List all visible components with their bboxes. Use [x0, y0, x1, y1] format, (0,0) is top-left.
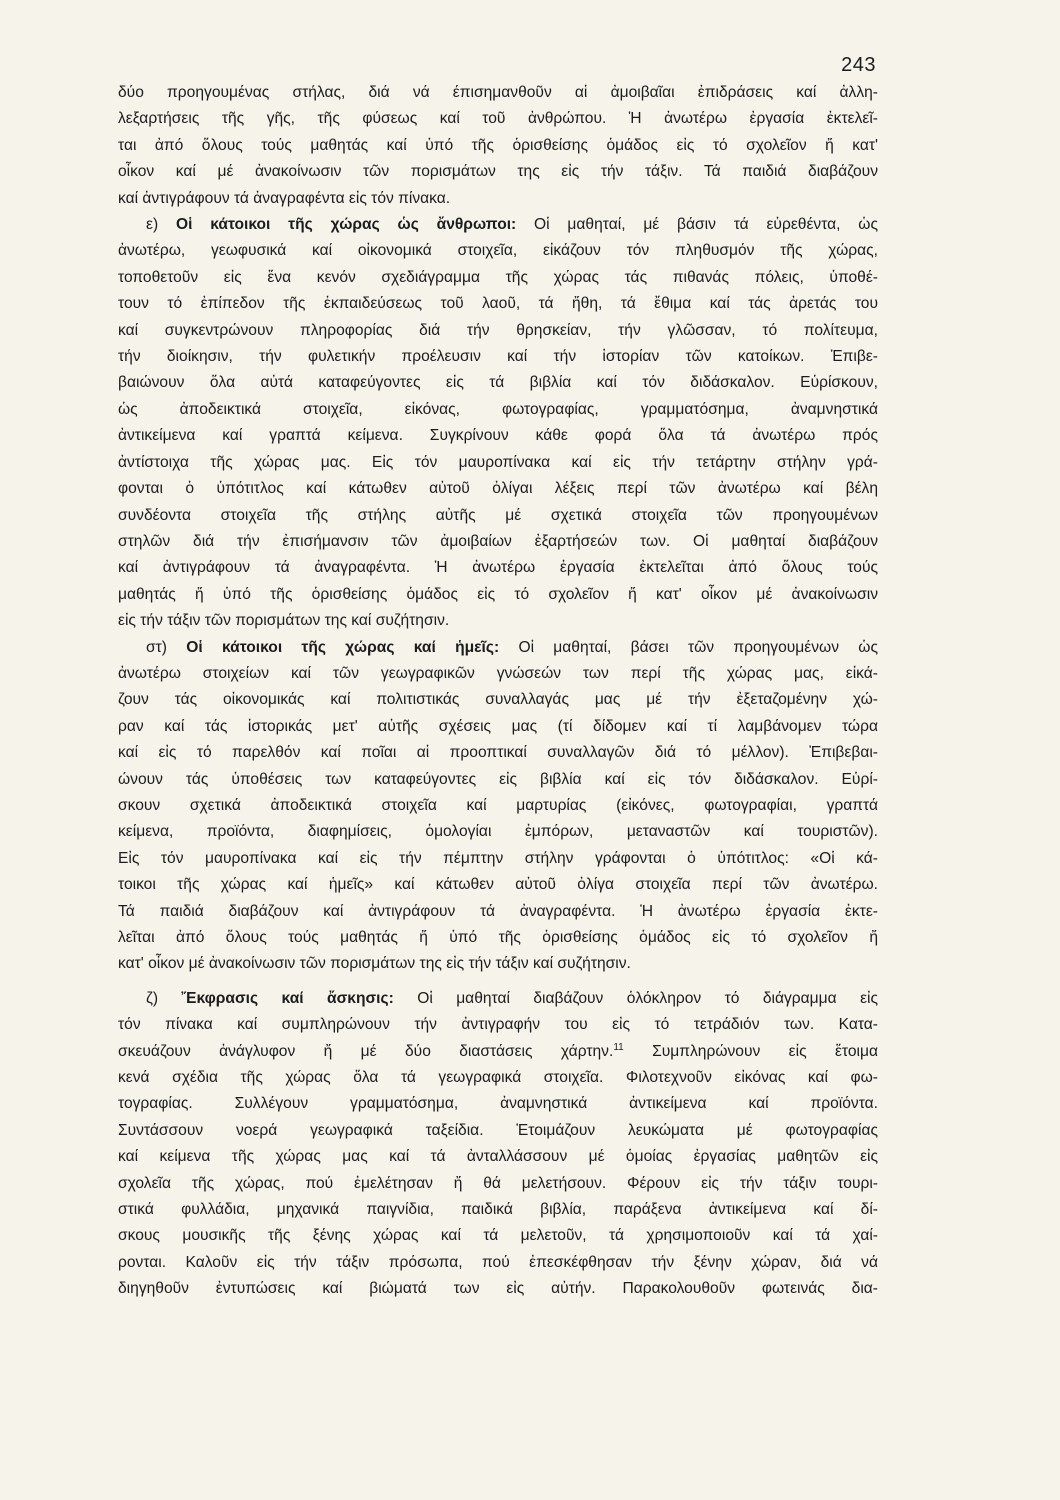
text-line: ἀνωτέρω, γεωφυσικά καί οἰκονομικά στοιχεῖα, εἰκάζουν τόν πληθυσμόν τῆς χώρας,	[118, 242, 878, 260]
page-body	[118, 80, 878, 1303]
section-z-heading: Ἔκφρασις καί ἄσκησις:	[181, 989, 394, 1007]
section-e-first-line	[118, 212, 878, 238]
text-line: τόν πίνακα καί συμπληρώνουν τήν ἀντιγραφήν του εἰς τό τετράδιόν των. Κατα-	[118, 1016, 878, 1034]
section-z-first-line	[118, 986, 878, 1012]
text-line: τήν διοίκησιν, τήν φυλετικήν προέλευσιν καί τήν ἱστορίαν τῶν κατοίκων. Ἐπιβε-	[118, 348, 878, 366]
text-line: ἀντίστοιχα τῆς χώρας μας. Εἰς τόν μαυροπίνακα καί εἰς τήν τετάρτην στήλην γρά-	[118, 453, 878, 471]
page-number: 243	[841, 54, 876, 76]
text-line: συνδέοντα στοιχεῖα τῆς στήλης αὐτῆς μέ σχετικά στοιχεῖα τῶν προηγουμένων	[118, 506, 878, 524]
text-line: ται ἀπό ὅλους τούς μαθητάς καί ὑπό τῆς ὁρισθείσης ὁμάδος εἰς τό σχολεῖον ἤ κατ'	[118, 136, 878, 154]
section-e	[118, 212, 878, 635]
text-line: σκουν σχετικά ἀποδεικτικά στοιχεῖα καί μαρτυρίας (εἰκόνες, φωτογραφίαι, γραπτά	[118, 796, 878, 814]
text-fragment: Συμπληρώνουν εἰς ἕτοιμα	[623, 1042, 878, 1060]
text-line: διηγηθοῦν ἐντυπώσεις καί βιώματά των εἰς αὐτήν. Παρακολουθοῦν φωτεινάς δια-	[118, 1280, 878, 1298]
text-line: ζουν τάς οἰκονομικάς καί πολιτιστικάς συναλλαγάς μας μέ τήν ἐξεταζομένην χώ-	[118, 691, 878, 709]
text-line: Εἰς τόν μαυροπίνακα καί εἰς τήν πέμπτην στήλην γράφονται ὁ ὑπότιτλος: «Οἱ κά-	[118, 849, 878, 867]
text-line: ὡς ἀποδεικτικά στοιχεῖα, εἰκόνας, φωτογραφίας, γραμματόσημα, ἀναμνηστικά	[118, 400, 878, 418]
text-line: στηλῶν διά τήν ἐπισήμανσιν τῶν ἀμοιβαίων ἐξαρτήσεών των. Οἱ μαθηταί διαβάζουν	[118, 532, 878, 550]
section-z-marker: ζ)	[146, 989, 159, 1007]
text-line: ἀντικείμενα καί γραπτά κείμενα. Συγκρίνουν κάθε φορά ὅλα τά ἀνωτέρω πρός	[118, 427, 878, 445]
paragraph-spacer	[118, 978, 878, 986]
text-line: σκους μουσικῆς τῆς ξένης χώρας καί τά μελετοῦν, τά χρησιμοποιοῦν καί τά χαί-	[118, 1227, 878, 1245]
text-line: ραν καί τάς ἱστορικάς μετ' αὐτῆς σχέσεις μας (τί δίδομεν καί τί λαμβάνομεν τώρα	[118, 717, 878, 735]
text-line: κείμενα, προϊόντα, διαφημίσεις, ὁμολογίαι ἐμπόρων, μεταναστῶν καί τουριστῶν).	[118, 823, 878, 841]
text-line: καί ἀντιγράφουν τά ἀναγραφέντα εἰς τόν πίνακα.	[118, 189, 451, 207]
text-line: ώνουν τάς ὑποθέσεις των καταφεύγοντες εἰς βιβλία καί εἰς τόν διδάσκαλον. Εὑρί-	[118, 770, 878, 788]
text-fragment: σκευάζουν ἀνάγλυφον ἤ μέ δύο διαστάσεις χάρτην.	[118, 1042, 614, 1060]
text-line: φονται ὁ ὑπότιτλος καί κάτωθεν αὐτοῦ ὀλίγαι λέξεις περί τῶν ἀνωτέρω καί βέλη	[118, 480, 878, 498]
text-line: στικά φυλλάδια, μηχανικά παιγνίδια, παιδικά βιβλία, παράξενα ἀντικείμενα καί δί-	[118, 1201, 878, 1219]
text-line: μαθητάς ἤ ὑπό τῆς ὁρισθείσης ὁμάδος εἰς τό σχολεῖον ἤ κατ' οἶκον μέ ἀνακοίνωσιν	[118, 585, 878, 603]
text-line: Τά παιδιά διαβάζουν καί ἀντιγράφουν τά ἀναγραφέντα. Ἡ ἀνωτέρω ἐργασία ἐκτε-	[118, 902, 878, 920]
text-line: τουν τό ἐπίπεδον τῆς ἐκπαιδεύσεως τοῦ λαοῦ, τά ἤθη, τά ἔθιμα καί τάς ἀρετάς του	[118, 295, 878, 313]
text-line: τοποθετοῦν εἰς ἕνα κενόν σχεδιάγραμμα τῆς χώρας τάς πιθανάς πόλεις, ὑποθέ-	[118, 268, 878, 286]
text-line-with-footnote	[118, 1039, 878, 1065]
text-line: εἰς τήν τάξιν τῶν πορισμάτων της καί συζήτησιν.	[118, 612, 450, 630]
section-st-marker: στ)	[146, 638, 167, 656]
section-st	[118, 635, 878, 978]
text-line: βαιώνουν ὅλα αὐτά καταφεύγοντες εἰς τά βιβλία καί τόν διδάσκαλον. Εὑρίσκουν,	[118, 374, 878, 392]
text-line: καί συγκεντρώνουν πληροφορίας διά τήν θρησκείαν, τήν γλῶσσαν, τό πολίτευμα,	[118, 321, 878, 339]
text-line: σχολεῖα τῆς χώρας, πού ἐμελέτησαν ἤ θά μελετήσουν. Φέρουν εἰς τήν τάξιν τουρι-	[118, 1174, 878, 1192]
text-line: κενά σχέδια τῆς χώρας ὅλα τά γεωγραφικά στοιχεῖα. Φιλοτεχνοῦν εἰκόνας καί φω-	[118, 1069, 878, 1087]
footnote-reference: 11	[613, 1041, 624, 1053]
text-line: κατ' οἶκον μέ ἀνακοίνωσιν τῶν πορισμάτων της εἰς τήν τάξιν καί συζήτησιν.	[118, 955, 631, 973]
text-line: καί ἀντιγράφουν τά ἀναγραφέντα. Ἡ ἀνωτέρω ἐργασία ἐκτελεῖται ἀπό ὅλους τούς	[118, 559, 878, 577]
text-line: δύο προηγουμένας στήλας, διά νά έπισημανθοῦν αἱ ἀμοιβαῖαι ἐπιδράσεις καί ἀλλη-	[118, 84, 878, 101]
section-z	[118, 986, 878, 1303]
text-line: λεξαρτήσεις τῆς γῆς, τῆς φύσεως καί τοῦ ἀνθρώπου. Ἡ ἀνωτέρω ἐργασία ἐκτελεῖ-	[118, 110, 878, 128]
text-line: τογραφίας. Συλλέγουν γραμματόσημα, ἀναμνηστικά ἀντικείμενα καί προϊόντα.	[118, 1095, 878, 1113]
text-line: ἀνωτέρω στοιχείων καί τῶν γεωγραφικῶν γνώσεών των περί τῆς χώρας μας, εἰκά-	[118, 664, 878, 682]
text-line: λεῖται ἀπό ὅλους τούς μαθητάς ἤ ὑπό τῆς ὁρισθείσης ὁμάδος εἰς τό σχολεῖον ἤ	[118, 929, 878, 946]
text-line: ρονται. Καλοῦν εἰς τήν τάξιν πρόσωπα, πού ἐπεσκέφθησαν τήν ξένην χώραν, διά νά	[118, 1253, 878, 1271]
text-line: οἶκον καί μέ ἀνακοίνωσιν τῶν πορισμάτων της εἰς τήν τάξιν. Τά παιδιά διαβάζουν	[118, 163, 878, 181]
section-e-first-line-rest: Οἱ μαθηταί, μέ βάσιν τά εὑρεθέντα, ὡς	[534, 216, 878, 234]
section-z-first-line-rest: Οἱ μαθηταί διαβάζουν ὁλόκληρον τό διάγραμμα εἰς	[417, 989, 878, 1007]
text-line: τοικοι τῆς χώρας καί ἡμεῖς» καί κάτωθεν αὐτοῦ ὀλίγα στοιχεῖα περί τῶν ἀνωτέρω.	[118, 876, 878, 894]
section-e-heading: Οἱ κάτοικοι τῆς χώρας ὡς ἄνθρωποι:	[175, 216, 517, 234]
section-st-first-line	[118, 635, 878, 661]
text-line: Συντάσσουν νοερά γεωγραφικά ταξείδια. Ἑτοιμάζουν λευκώματα μέ φωτογραφίας	[118, 1121, 878, 1139]
section-st-first-line-rest: Οἱ μαθηταί, βάσει τῶν προηγουμένων ὡς	[518, 638, 878, 656]
text-line: καί εἰς τό παρελθόν καί ποῖαι αἱ προοπτικαί συναλλαγῶν διά τό μέλλον). Ἐπιβεβαι-	[118, 744, 878, 762]
section-st-heading: Οἱ κάτοικοι τῆς χώρας καί ἡμεῖς:	[186, 638, 500, 656]
text-line: καί κείμενα τῆς χώρας μας καί τά ἀνταλλάσσουν μέ ὁμοίας ἐργασίας μαθητῶν εἰς	[118, 1148, 878, 1166]
paragraph-d-continuation	[118, 80, 878, 212]
section-e-marker: ε)	[146, 216, 159, 234]
